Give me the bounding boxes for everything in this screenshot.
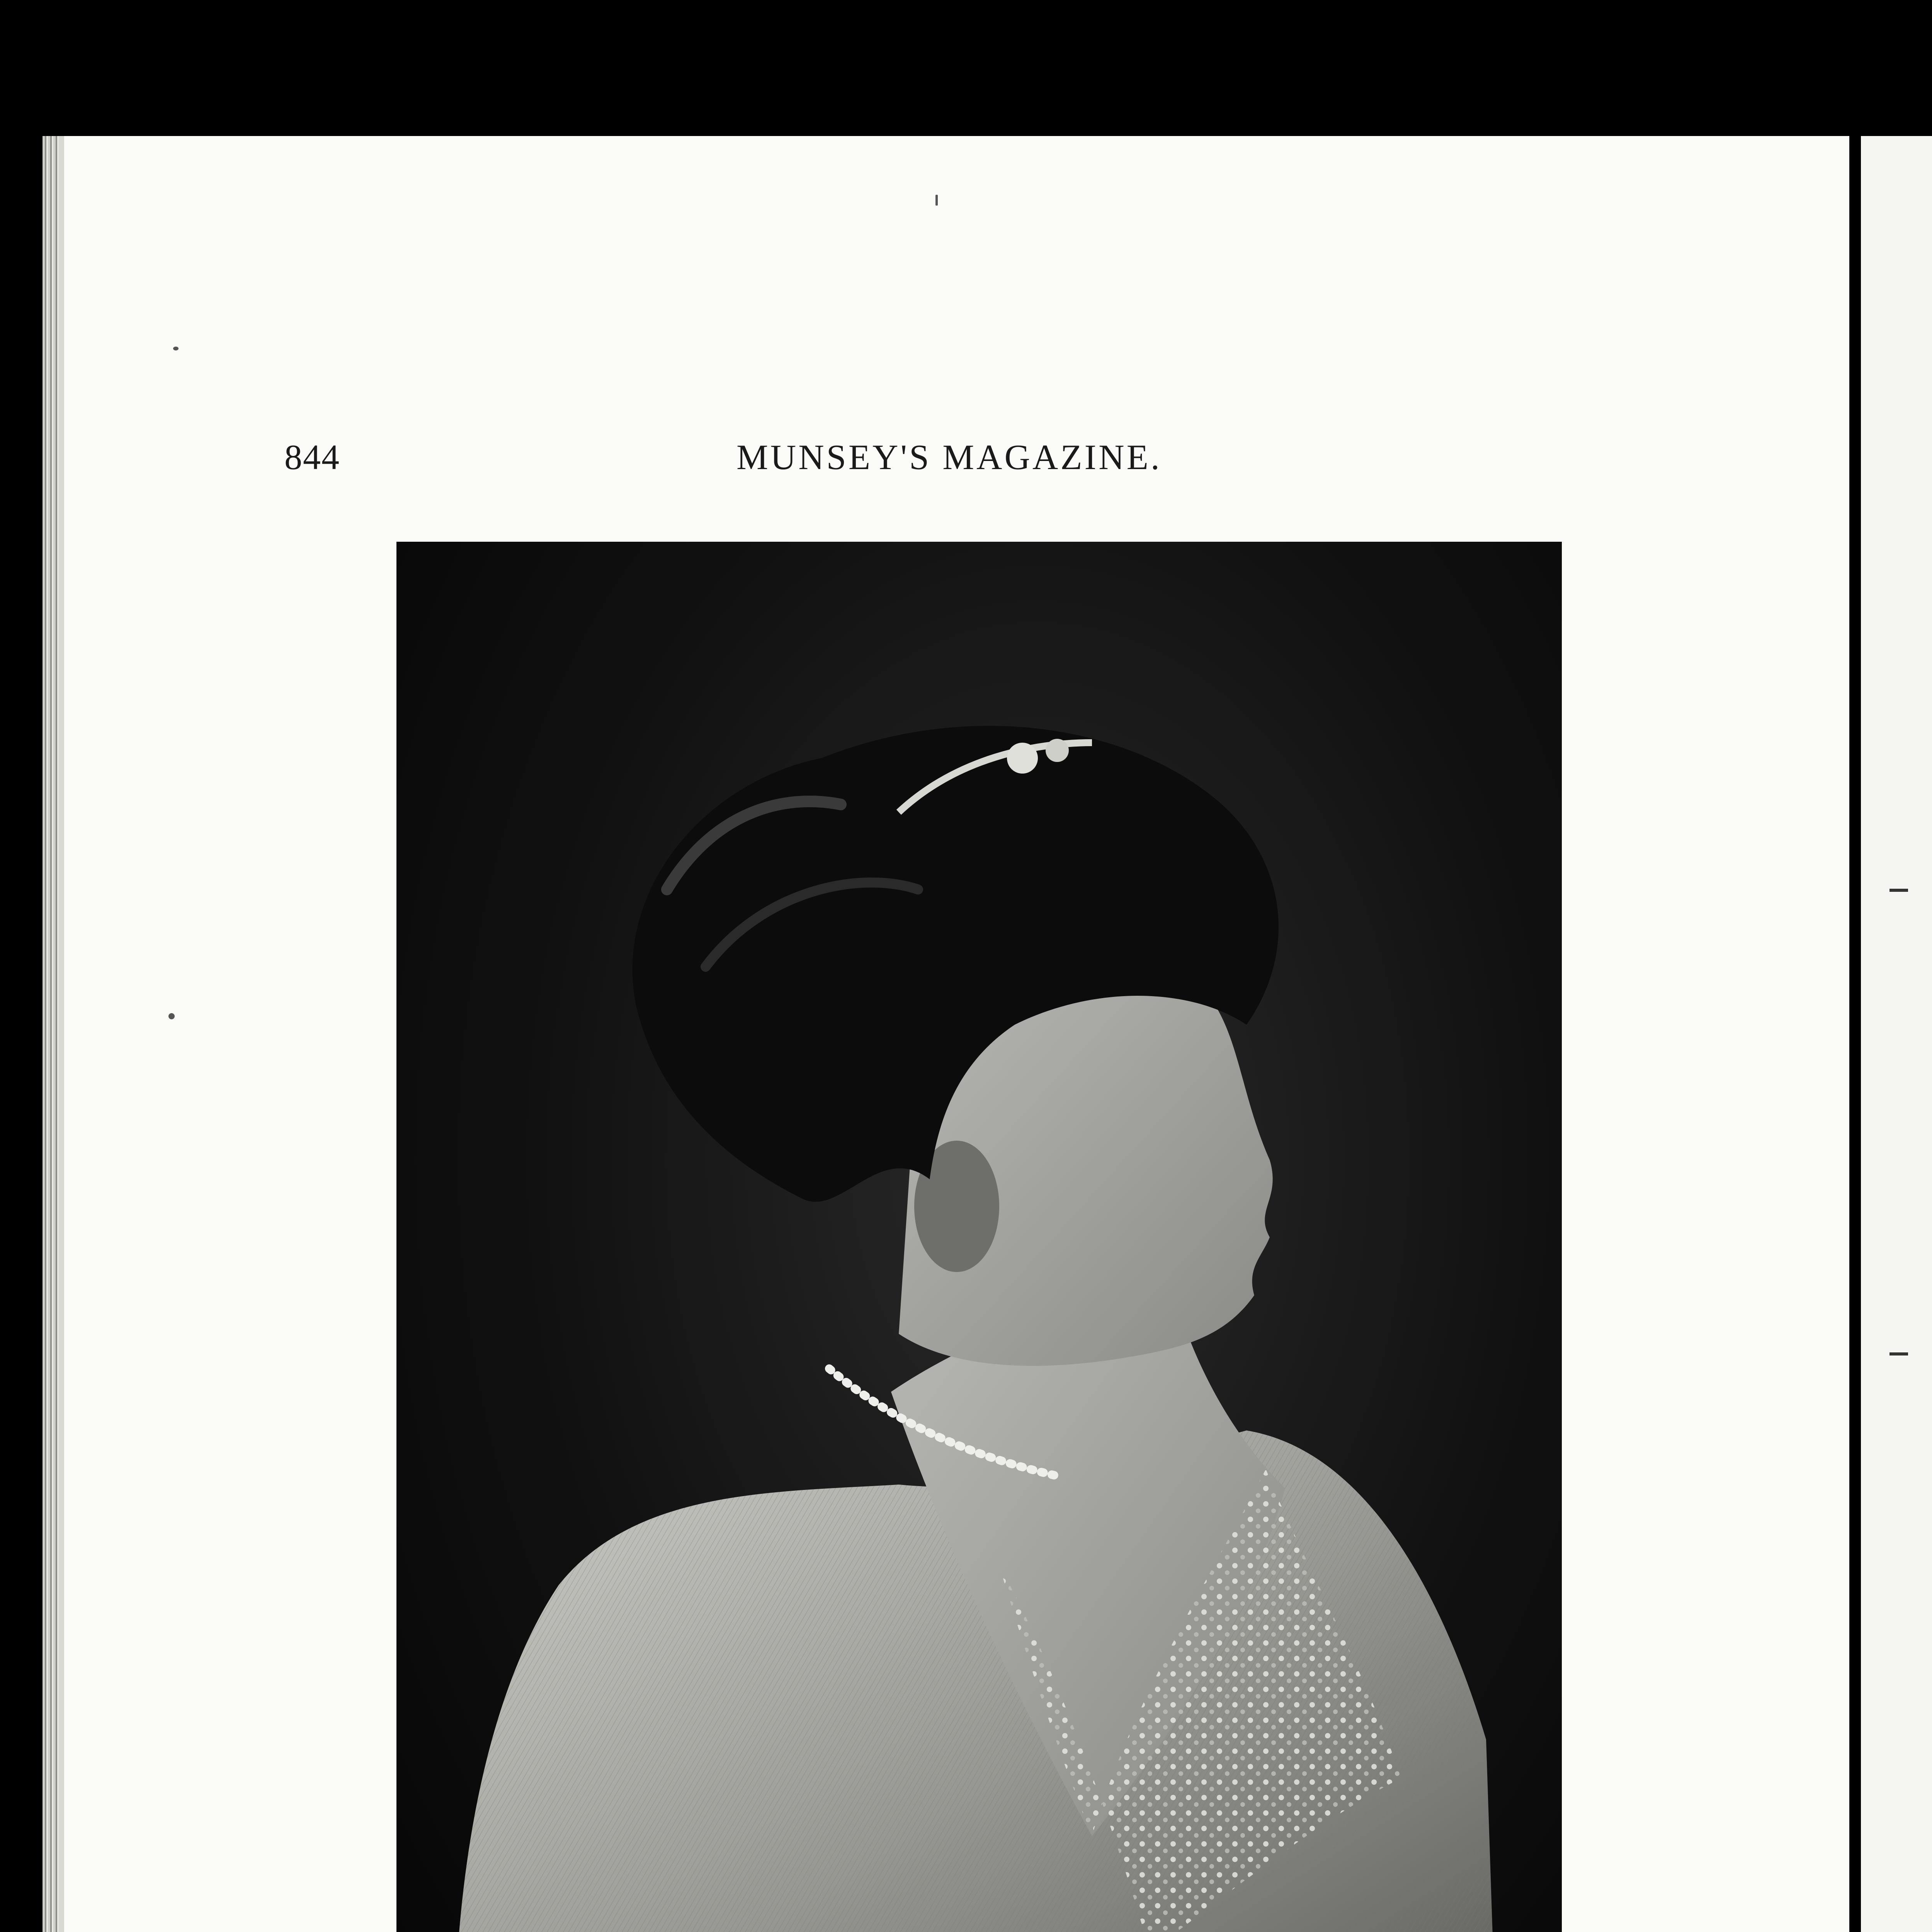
facing-page-edge [1861,136,1932,1932]
facing-page-mark [1889,1352,1908,1355]
speck [173,347,179,350]
portrait-photo [396,542,1562,1932]
magazine-title: MUNSEY'S MAGAZINE. [736,437,1162,477]
running-head [64,437,1849,483]
speck [168,1013,175,1019]
magazine-page [59,136,1849,1932]
facing-page-mark [1889,889,1908,892]
page-number: 844 [284,437,340,477]
speck [935,195,938,206]
portrait-illustration [396,542,1562,1932]
